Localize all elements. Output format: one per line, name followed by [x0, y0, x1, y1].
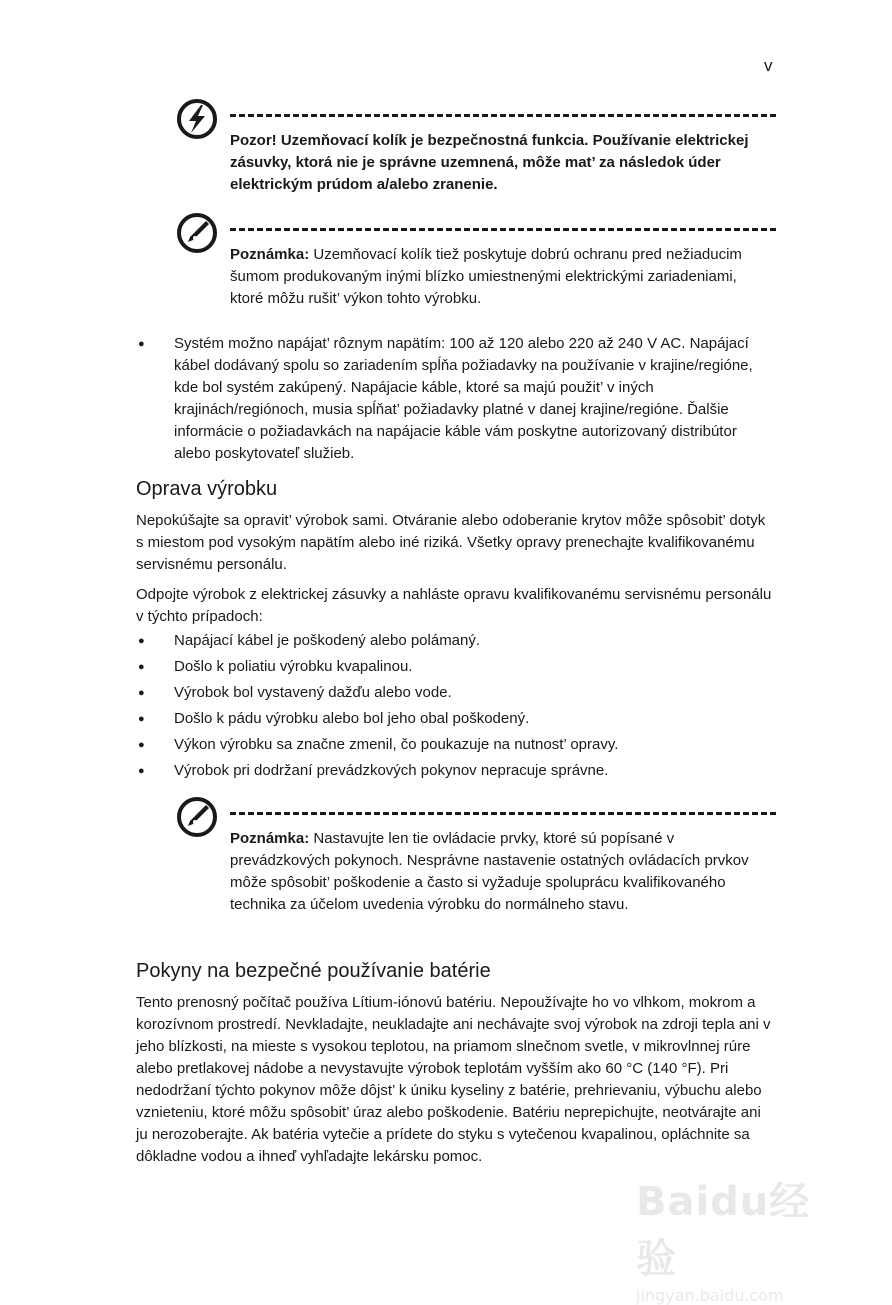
- watermark-logo: Baidu经验: [636, 1179, 811, 1282]
- warning-text: Pozor! Uzemňovací kolík je bezpečnostná funkcia. Používanie elektrickej zásuvky, ktorá nie je správne uzemnená, môže mat’ za následok úder elektrickým prúdom a/alebo zranenie.: [230, 132, 749, 193]
- note-controls: [176, 796, 776, 946]
- note-ground-pin: [176, 212, 776, 322]
- repair-paragraph-1: Nepokúšajte sa opravit’ výrobok sami. Otváranie alebo odoberanie krytov môže spôsobit’ dotyk s miestom pod vysokým napätím alebo iné riziká. Všetky opravy prenechajte kvalifikovanému servisnému personálu.: [136, 512, 766, 573]
- note-text: [230, 244, 750, 310]
- note-text: [230, 828, 750, 916]
- list-item: ● Výrobok pri dodržaní prevádzkových pokynov nepracuje správne.: [136, 760, 776, 782]
- pen-note-icon: [176, 796, 218, 838]
- battery-paragraph: Tento prenosný počítač používa Lítium-iónovú batériu. Nepoužívajte ho vo vlhkom, mokrom a korozívnom prostredí. Nevkladajte, neukladajte ani nechávajte svoj výrobok na zdroji tepla ani v jeho blízkosti, na mieste s vysokou teplotou, na priamom slnečnom svetle, v mikrovlnnej rúre alebo pretlakovej nádobe a nevystavujte výrobok teplotám vyšším ako 60 °C (140 °F). Pri nedodržaní týchto pokynov môže dôjst’ k úniku kyseliny z batérie, prehrievaniu, výbuchu alebo vznieteniu, ktoré môžu spôsobit’ úraz alebo poškodenie. Batériu neprepichujte, neotvárajte ani ju nerozoberajte. Ak batéria vytečie a prídete do styku s vytečenou kvapalinou, opláchnite sa dôkladne vodou a ihneď vyhľadajte lekársku pomoc.: [136, 994, 771, 1165]
- baidu-watermark: [636, 1170, 846, 1305]
- list-item: ● Výkon výrobku sa značne zmenil, čo poukazuje na nutnost’ opravy.: [136, 734, 776, 756]
- note-body: Uzemňovací kolík tiež poskytuje dobrú ochranu pred nežiaducim šumom produkovaným inými blízko umiestnenými elektrickými zariadeniami, ktoré môžu rušit’ výkon tohto výrobku.: [230, 246, 742, 307]
- section-heading-battery: Pokyny na bezpečné používanie batérie: [136, 960, 491, 982]
- repair-paragraph-2: Odpojte výrobok z elektrickej zásuvky a nahláste opravu kvalifikovanému servisnému personálu v týchto prípadoch:: [136, 586, 772, 625]
- power-bullet-list: [136, 333, 776, 469]
- list-item: ● Napájací kábel je poškodený alebo polámaný.: [136, 630, 776, 652]
- note-label: Poznámka:: [230, 830, 310, 847]
- list-item: ● Výrobok bol vystavený dažďu alebo vode.: [136, 682, 776, 704]
- watermark-url: jingyan.baidu.com: [636, 1286, 784, 1305]
- warning-note: [176, 98, 776, 208]
- section-heading-repair: Oprava výrobku: [136, 478, 278, 500]
- note-label: Poznámka:: [230, 246, 310, 263]
- note-divider: [230, 228, 776, 231]
- note-body: Nastavujte len tie ovládacie prvky, ktoré sú popísané v prevádzkových pokynoch. Nesprávne nastavenie ostatných ovládacích prvkov môže spôsobit’ poškodenie a často si vyžaduje spoluprácu kvalifikovaného technika za účelom uvedenia výrobku do normálneho stavu.: [230, 830, 749, 913]
- repair-bullet-list: [136, 630, 776, 786]
- page-number: v: [764, 56, 773, 75]
- list-item: ● Došlo k poliatiu výrobku kvapalinou.: [136, 656, 776, 678]
- lightning-bolt-icon: [176, 98, 218, 140]
- list-item: ● Došlo k pádu výrobku alebo bol jeho obal poškodený.: [136, 708, 776, 730]
- pen-note-icon: [176, 212, 218, 254]
- list-item: ● Systém možno napájat’ rôznym napätím: 100 až 120 alebo 220 až 240 V AC. Napájací kábel dodávaný spolu so zariadením spĺňa požiadavky na používanie v krajine/regióne, kde bol systém zakúpený. Napájacie káble, ktoré sa majú použit’ v iných krajinách/regiónoch, musia spĺňat’ požiadavky platné v danej krajine/regióne. Ďalšie informácie o požiadavkách na napájacie káble vám poskytne autorizovaný distribútor alebo poskytovateľ služieb.: [136, 333, 776, 465]
- note-divider: [230, 812, 776, 815]
- note-divider: [230, 114, 776, 117]
